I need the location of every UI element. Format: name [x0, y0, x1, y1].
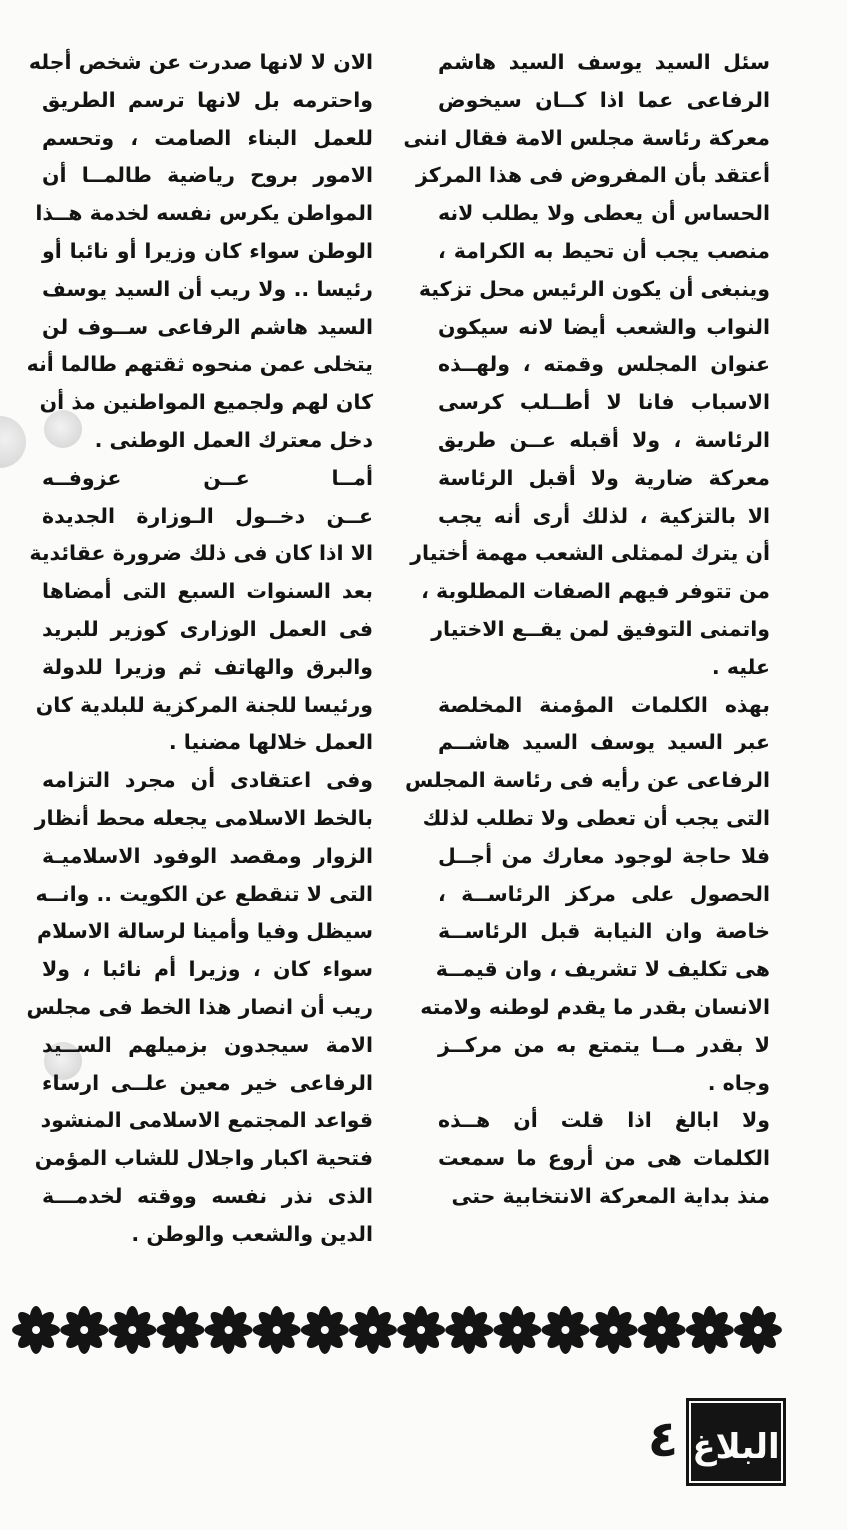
masthead-logo [686, 1398, 786, 1486]
asterisk-ornament [397, 1306, 445, 1354]
text-line: الا اذا كان فى ذلك ضرورة عقائدية [29, 541, 373, 566]
asterisk-ornament [590, 1306, 638, 1354]
text-line: المواطن يكرس نفسه لخدمة هــذا [35, 201, 373, 226]
text-line: أن يترك لممثلى الشعب مهمة أختيار [410, 541, 770, 566]
text-line: فلا حاجة لوجود معارك من أجــل [438, 843, 770, 868]
text-line: واتمنى التوفيق لمن يقــع الاختيار [431, 616, 770, 641]
text-line: الزوار ومقصد الوفود الاسلاميـة [42, 843, 373, 868]
text-line: ورئيسا للجنة المركزية للبلدية كان [35, 692, 373, 717]
text-line: ولا ابالغ اذا قلت أن هــذه [438, 1108, 770, 1133]
text-line: الامور بروح رياضية طالمــا أن [42, 163, 373, 188]
asterisk-ornament [349, 1306, 397, 1354]
text-line: الا بالتزكية ، لذلك أرى أنه يجب [438, 503, 770, 528]
text-line: العمل خلالها مضنيا . [168, 730, 373, 755]
text-line: خاصة وان النيابة قبل الرئاســة [438, 919, 770, 944]
text-line: قواعد المجتمع الاسلامى المنشود [40, 1108, 373, 1133]
masthead-text: البلاغ [692, 1427, 780, 1467]
text-line: الحصول على مركز الرئاســة ، [438, 881, 770, 906]
text-line: معركة ضارية ولا أقبل الرئاسة [438, 465, 770, 490]
text-line: فى العمل الوزارى كوزير للبريد [42, 616, 373, 641]
text-line: الذى نذر نفسه ووقته لخدمـــة [42, 1183, 373, 1208]
text-line: عبر السيد يوسف السيد هاشــم [438, 730, 770, 755]
asterisk-ornament [541, 1306, 589, 1354]
text-line: من تتوفر فيهم الصفات المطلوبة ، [421, 579, 770, 604]
text-line: سيظل وفيا وأمينا لرسالة الاسلام [37, 919, 373, 944]
text-line: منصب يجب أن تحيط به الكرامة ، [438, 238, 770, 263]
asterisk-ornament [60, 1306, 108, 1354]
text-line: سئل السيد يوسف السيد هاشم [438, 50, 770, 74]
text-line: وينبغى أن يكون الرئيس محل تزكية [418, 276, 770, 301]
article-column-left [26, 44, 373, 1254]
text-line: التى لا تنقطع عن الكويت .. وانــه [35, 881, 373, 906]
asterisk-ornament [686, 1306, 734, 1354]
text-line: الكلمات هى من أروع ما سمعت [438, 1146, 770, 1171]
asterisk-ornament [493, 1306, 541, 1354]
text-line: الحساس أن يعطى ولا يطلب لانه [438, 201, 770, 226]
binder-hole [0, 416, 26, 468]
text-line: الرفاعى خير معين علــى ارساء [42, 1070, 373, 1095]
text-line: يتخلى عمن منحوه ثقتهم طالما أنه [26, 352, 373, 377]
text-line: والبرق والهاتف ثم وزيرا للدولة [42, 654, 373, 679]
text-line: وفى اعتقادى أن مجرد التزامه [42, 768, 373, 793]
text-line: الوطن سواء كان وزيرا أو نائبا أو [42, 238, 373, 263]
text-line: الانسان بقدر ما يقدم لوطنه ولامته [420, 994, 770, 1019]
text-line: منذ بداية المعركة الانتخابية حتى [451, 1183, 770, 1208]
asterisk-ornament [253, 1306, 301, 1354]
text-line: الاسباب فانا لا أطــلب كرسى [438, 390, 770, 415]
text-line: بهذه الكلمات المؤمنة المخلصة [438, 692, 770, 717]
asterisk-ornament [12, 1306, 60, 1354]
text-line: هى تكليف لا تشريف ، وان قيمــة [435, 957, 770, 982]
text-line: الدين والشعب والوطن . [131, 1221, 373, 1246]
asterisk-ornament [108, 1306, 156, 1354]
text-line: النواب والشعب أيضا لانه سيكون [438, 314, 770, 339]
text-line: عــن دخــول الـوزارة الجديدة [42, 503, 373, 528]
asterisk-ornament [445, 1306, 493, 1354]
text-line: للعمل البناء الصامت ، وتحسم [42, 125, 373, 150]
text-line: رئيسا .. ولا ريب أن السيد يوسف [42, 276, 373, 301]
ornament-border [12, 1290, 782, 1370]
text-line: أعتقد بأن المفروض فى هذا المركز [415, 163, 770, 188]
text-line: السيد هاشم الرفاعى ســوف لن [42, 314, 373, 339]
text-line: كان لهم ولجميع المواطنين مذ أن [39, 390, 373, 415]
text-line: واحترمه بل لانها ترسم الطريق [42, 87, 373, 112]
page-footer [640, 1398, 790, 1488]
text-line: الرئاسة ، ولا أقبله عــن طريق [438, 427, 770, 452]
text-line: عليه . [711, 654, 770, 679]
text-line: معركة رئاسة مجلس الامة فقال اننى [403, 125, 770, 150]
text-line: بعد السنوات السبع التى أمضاها [42, 579, 373, 604]
text-line: عنوان المجلس وقمته ، ولهــذه [438, 352, 770, 377]
text-line: وجاه . [707, 1070, 770, 1095]
asterisk-ornament [156, 1306, 204, 1354]
article-column-right [403, 44, 770, 1216]
text-line: الرفاعى عما اذا كــان سيخوض [438, 87, 770, 112]
asterisk-ornament [205, 1306, 253, 1354]
text-line: بالخط الاسلامى يجعله محط أنظار [34, 805, 373, 830]
text-line: ريب أن انصار هذا الخط فى مجلس [26, 994, 373, 1019]
asterisk-ornament [734, 1306, 782, 1354]
text-line: لا بقدر مــا يتمتع به من مركــز [438, 1032, 770, 1057]
text-line: الرفاعى عن رأيه فى رئاسة المجلس [405, 768, 770, 793]
text-line: الامة سيجدون بزميلهم الســيد [42, 1032, 373, 1057]
page-number: ٤ [647, 1410, 679, 1468]
text-line: دخل معترك العمل الوطنى . [94, 427, 373, 452]
text-line: التى يجب أن تعطى ولا تطلب لذلك [422, 805, 770, 830]
text-line: فتحية اكبار واجلال للشاب المؤمن [34, 1146, 373, 1171]
asterisk-ornament [638, 1306, 686, 1354]
text-line: أمــا عــن عزوفــه [42, 465, 373, 490]
text-line: الان لا لانها صدرت عن شخص أجله [28, 50, 373, 74]
asterisk-ornament [301, 1306, 349, 1354]
text-line: سواء كان ، وزيرا أم نائبا ، ولا [42, 957, 373, 982]
